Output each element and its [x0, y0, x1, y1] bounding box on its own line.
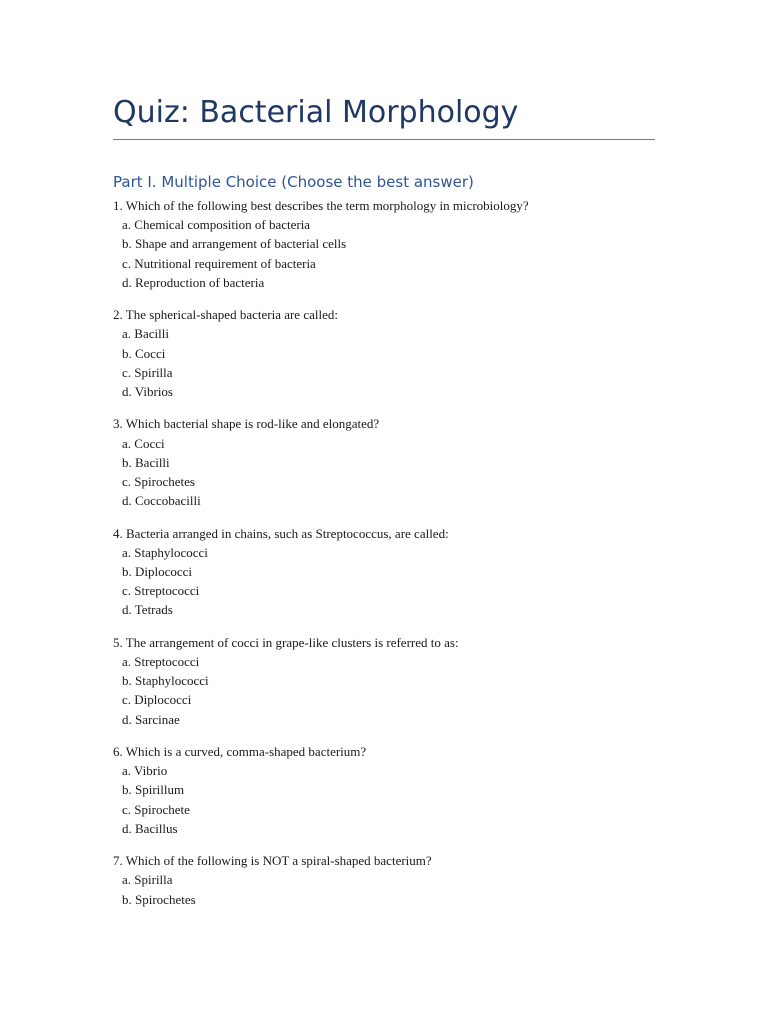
- answer-option: b. Cocci: [122, 345, 166, 361]
- section-heading-part-1: Part I. Multiple Choice (Choose the best answer): [113, 173, 474, 191]
- answer-option: d. Vibrios: [122, 384, 173, 400]
- title-underline: [113, 139, 655, 140]
- answer-options: [113, 870, 673, 908]
- question-text: 2. The spherical-shaped bacteria are called:: [113, 307, 338, 323]
- answer-option: a. Bacilli: [122, 326, 169, 342]
- question-6: [113, 742, 673, 838]
- question-text: 5. The arrangement of cocci in grape-like clusters is referred to as:: [113, 634, 459, 650]
- answer-options: [113, 543, 673, 620]
- answer-option: a. Vibrio: [122, 763, 168, 779]
- answer-option: c. Spirochetes: [122, 474, 195, 490]
- answer-option: a. Cocci: [122, 435, 165, 451]
- answer-option: d. Tetrads: [122, 602, 173, 618]
- answer-options: [113, 324, 673, 401]
- answer-option: b. Spirillum: [122, 782, 185, 798]
- answer-option: d. Bacillus: [122, 820, 178, 836]
- answer-option: b. Staphylococci: [122, 673, 209, 689]
- answer-options: [113, 215, 673, 292]
- question-3: [113, 414, 673, 510]
- question-text: 4. Bacteria arranged in chains, such as Streptococcus, are called:: [113, 525, 449, 541]
- answer-options: [113, 761, 673, 838]
- page-title: Quiz: Bacterial Morphology: [113, 95, 519, 130]
- question-5: [113, 633, 673, 729]
- answer-option: c. Spirilla: [122, 364, 173, 380]
- answer-option: c. Spirochete: [122, 801, 190, 817]
- answer-option: a. Spirilla: [122, 872, 173, 888]
- answer-option: d. Reproduction of bacteria: [122, 274, 265, 290]
- question-text: 3. Which bacterial shape is rod-like and elongated?: [113, 416, 380, 432]
- answer-option: a. Staphylococci: [122, 544, 208, 560]
- answer-option: c. Nutritional requirement of bacteria: [122, 255, 316, 271]
- question-text: 7. Which of the following is NOT a spiral-shaped bacterium?: [113, 853, 432, 869]
- question-1: [113, 196, 673, 292]
- question-2: [113, 305, 673, 401]
- question-7: [113, 851, 673, 909]
- answer-option: a. Chemical composition of bacteria: [122, 217, 311, 233]
- question-4: [113, 524, 673, 620]
- answer-options: [113, 434, 673, 511]
- answer-option: c. Streptococci: [122, 583, 200, 599]
- answer-options: [113, 652, 673, 729]
- answer-option: d. Sarcinae: [122, 711, 180, 727]
- answer-option: c. Diplococci: [122, 692, 192, 708]
- question-text: 1. Which of the following best describes the term morphology in microbiology?: [113, 198, 529, 213]
- answer-option: b. Bacilli: [122, 454, 170, 470]
- answer-option: b. Diplococci: [122, 564, 193, 580]
- answer-option: d. Coccobacilli: [122, 493, 201, 509]
- answer-option: a. Streptococci: [122, 654, 200, 670]
- question-text: 6. Which is a curved, comma-shaped bacterium?: [113, 744, 367, 760]
- question-list: [113, 196, 673, 922]
- answer-option: b. Shape and arrangement of bacterial cells: [122, 236, 347, 252]
- answer-option: b. Spirochetes: [122, 891, 196, 907]
